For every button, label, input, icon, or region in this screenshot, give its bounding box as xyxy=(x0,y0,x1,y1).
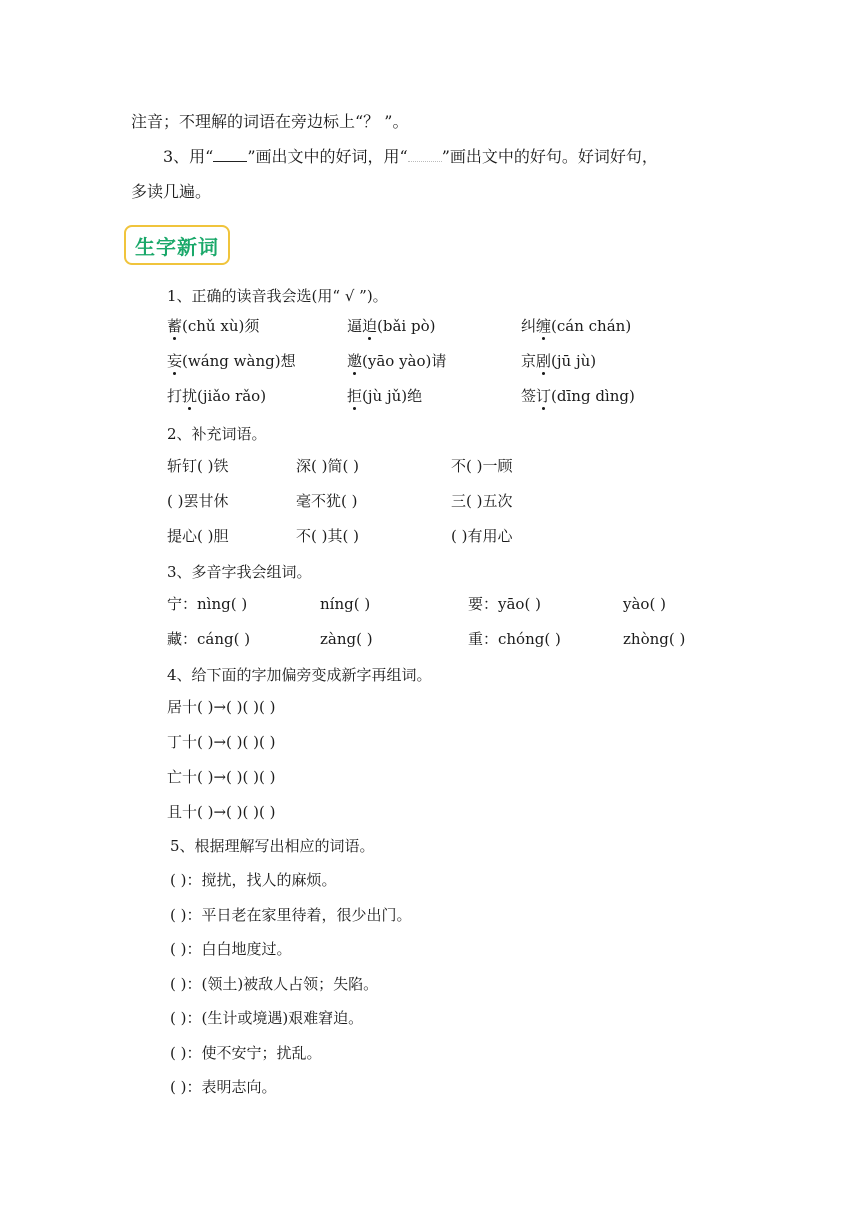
intro-line-1: 注音；不理解的词语在旁边标上“？ ”。 xyxy=(131,112,409,131)
intro-line-2-prefix: 3、用“ xyxy=(163,147,214,166)
definition-row: ( )：(生计或境遇)艰难窘迫。 xyxy=(170,1009,364,1027)
radical-row: 亡十( )→( )( )( ) xyxy=(167,768,276,786)
q3-heading: 3、多音字我会组词。 xyxy=(167,563,312,581)
polyphone-reading-1: 宁：nìng( ) xyxy=(167,595,248,613)
idiom-blank-item: 三( )五次 xyxy=(451,492,513,510)
section-title: 生字新词 xyxy=(135,234,219,259)
polyphone-reading-3: 重：chóng( ) xyxy=(468,630,561,648)
dotted-character: 缠 xyxy=(536,317,552,335)
word-prefix: 纠 xyxy=(521,317,537,335)
polyphone-reading-4: zhòng( ) xyxy=(623,630,686,648)
pinyin-options: (bǎi pò) xyxy=(377,317,436,335)
word-prefix: 京 xyxy=(521,352,537,370)
intro-line-3: 多读几遍。 xyxy=(131,182,212,201)
definition-row: ( )：表明志向。 xyxy=(170,1078,277,1096)
q1-heading: 1、正确的读音我会选(用“ √ ”)。 xyxy=(167,287,388,305)
pinyin-options: (yāo yào)请 xyxy=(362,352,447,370)
definition-row: ( )：(领土)被敌人占领；失陷。 xyxy=(170,974,379,993)
pinyin-choice-item xyxy=(521,386,635,406)
pinyin-options: (jù jǔ)绝 xyxy=(362,387,423,405)
definition-row: ( )：平日老在家里待着，很少出门。 xyxy=(170,905,412,924)
dotted-character: 扰 xyxy=(182,387,198,405)
idiom-blank-item: 不( )其( ) xyxy=(296,527,359,545)
dotted-character: 蓄 xyxy=(167,317,183,335)
radical-row: 且十( )→( )( )( ) xyxy=(167,803,276,821)
idiom-blank-item: 毫不犹( ) xyxy=(296,492,358,510)
pinyin-options: (chǔ xù)须 xyxy=(182,317,260,335)
idiom-blank-item: ( )有用心 xyxy=(451,527,513,545)
solid-underline-sample xyxy=(213,148,247,162)
polyphone-reading-2: níng( ) xyxy=(320,595,371,613)
pinyin-options: (cán chán) xyxy=(551,317,632,335)
radical-row: 居十( )→( )( )( ) xyxy=(167,698,276,716)
pinyin-options: (jiǎo rǎo) xyxy=(197,387,267,405)
section-title-box xyxy=(124,225,230,265)
idiom-blank-item: 提心( )胆 xyxy=(167,527,229,545)
word-prefix: 打 xyxy=(167,387,183,405)
idiom-blank-item: ( )罢甘休 xyxy=(167,492,229,510)
polyphone-reading-3: 要：yāo( ) xyxy=(468,595,541,613)
word-prefix: 逼 xyxy=(347,317,363,335)
intro-line-2-mid2: ”画出文中的好句。好词好句， xyxy=(441,147,658,166)
word-prefix: 签 xyxy=(521,387,537,405)
pinyin-options: (wáng wàng)想 xyxy=(182,352,296,370)
intro-line-2-mid1: ”画出文中的好词，用“ xyxy=(247,147,408,166)
dotted-character: 订 xyxy=(536,387,552,405)
idiom-blank-item: 深( )简( ) xyxy=(296,457,359,475)
polyphone-reading-4: yào( ) xyxy=(623,595,666,613)
pinyin-options: (dīng dìng) xyxy=(551,387,635,405)
q5-heading: 5、根据理解写出相应的词语。 xyxy=(170,837,375,855)
dotted-character: 拒 xyxy=(347,387,363,405)
pinyin-choice-item xyxy=(167,386,266,406)
definition-row: ( )：使不安宁；扰乱。 xyxy=(170,1043,322,1062)
dotted-character: 妄 xyxy=(167,352,183,370)
pinyin-choice-item xyxy=(167,351,296,371)
dotted-character: 迫 xyxy=(362,317,378,335)
pinyin-options: (jū jù) xyxy=(551,352,597,370)
pinyin-choice-item xyxy=(347,351,446,371)
wavy-underline-sample xyxy=(408,148,442,162)
polyphone-reading-2: zàng( ) xyxy=(320,630,373,648)
pinyin-choice-item xyxy=(347,316,435,336)
dotted-character: 邀 xyxy=(347,352,363,370)
idiom-blank-item: 不( )一顾 xyxy=(451,457,513,475)
dotted-character: 剧 xyxy=(536,352,552,370)
definition-row: ( )：搅扰，找人的麻烦。 xyxy=(170,871,337,889)
definition-row: ( )：白白地度过。 xyxy=(170,940,292,958)
idiom-blank-item: 斩钉( )铁 xyxy=(167,457,229,475)
pinyin-choice-item xyxy=(521,351,596,371)
pinyin-choice-item xyxy=(347,386,422,406)
polyphone-reading-1: 藏：cáng( ) xyxy=(167,630,251,648)
pinyin-choice-item xyxy=(167,316,259,336)
intro-line-2 xyxy=(163,147,658,167)
pinyin-choice-item xyxy=(521,316,631,336)
q4-heading: 4、给下面的字加偏旁变成新字再组词。 xyxy=(167,666,432,684)
q2-heading: 2、补充词语。 xyxy=(167,425,267,443)
radical-row: 丁十( )→( )( )( ) xyxy=(167,733,276,751)
